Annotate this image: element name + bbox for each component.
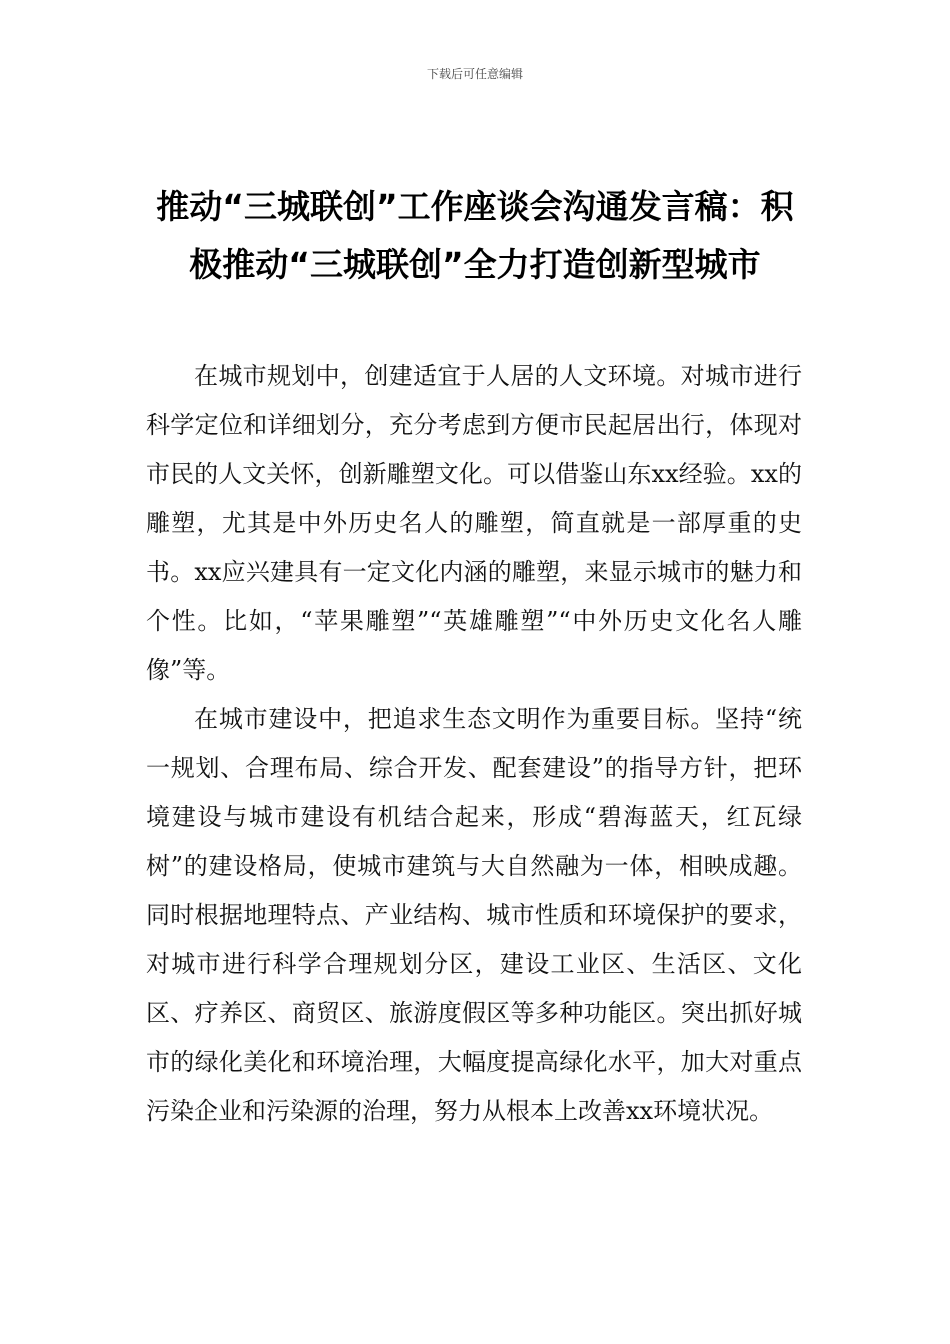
document-body bbox=[146, 352, 802, 1136]
paragraph-1: 在城市规划中，创建适宜于人居的人文环境。对城市进行科学定位和详细划分，充分考虑到方便市民起居出行，体现对市民的人文关怀，创新雕塑文化。可以借鉴山东xx经验。xx的雕塑，尤其是中外历史名人的雕塑，简直就是一部厚重的史书。xx应兴建具有一定文化内涵的雕塑，来显示城市的魅力和个性。比如，“苹果雕塑”“英雄雕塑”“中外历史文化名人雕像”等。 bbox=[146, 362, 802, 684]
paragraph-2: 在城市建设中，把追求生态文明作为重要目标。坚持“统一规划、合理布局、综合开发、配套建设”的指导方针，把环境建设与城市建设有机结合起来，形成“碧海蓝天，红瓦绿树”的建设格局，使城市建筑与大自然融为一体，相映成趣。同时根据地理特点、产业结构、城市性质和环境保护的要求，对城市进行科学合理规划分区，建设工业区、生活区、文化区、疗养区、商贸区、旅游度假区等多种功能区。突出抓好城市的绿化美化和环境治理，大幅度提高绿化水平，加大对重点污染企业和污染源的治理，努力从根本上改善xx环境状况。 bbox=[146, 705, 802, 1125]
header-note: 下载后可任意编辑 bbox=[426, 67, 523, 81]
document-title: 推动“三城联创”工作座谈会沟通发言稿：积极推动“三城联创”全力打造创新型城市 bbox=[156, 187, 794, 284]
